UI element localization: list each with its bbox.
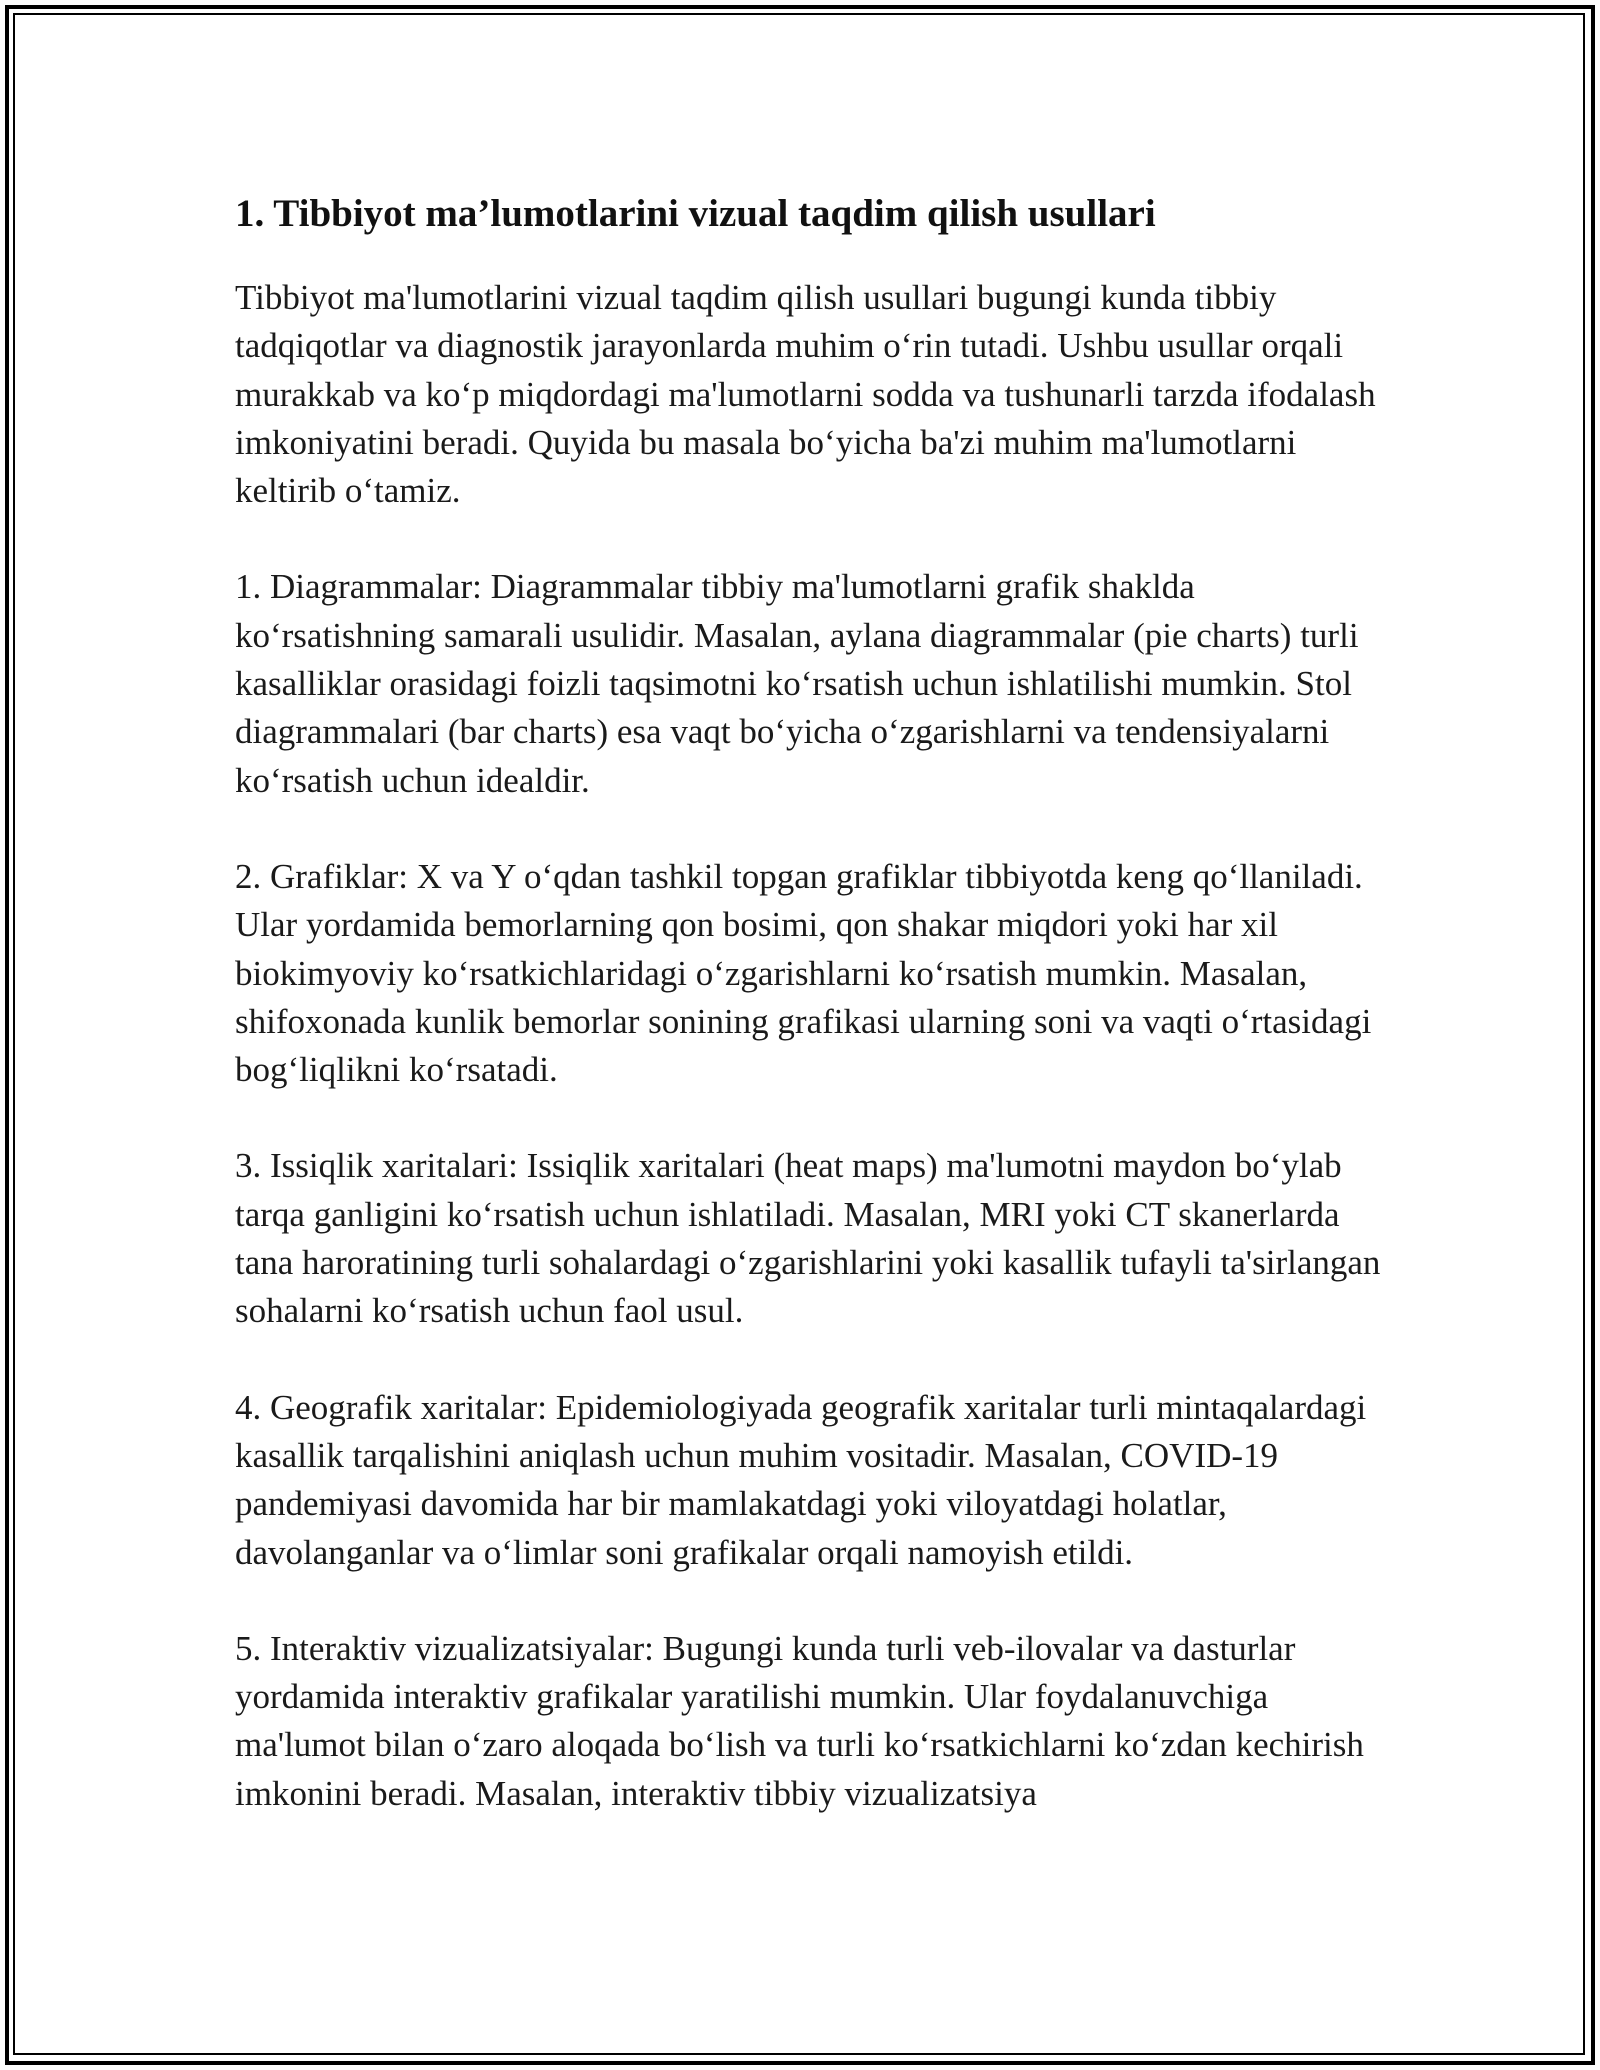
- paragraph-interaktiv-vizualizatsiyalar: 5. Interaktiv vizualizatsiyalar: Bugungi kunda turli veb-ilovalar va dasturlar yordamida interaktiv grafikalar yaratilishi mumkin. Ular foydalanuvchiga ma'lumot bilan o‘zaro aloqada bo‘lish va turli ko‘rsatkichlarni ko‘zdan kechirish imkonini beradi. Masalan, interaktiv tibbiy vizualizatsiya: [235, 1628, 1364, 1813]
- paragraph-geografik-xaritalar: 4. Geografik xaritalar: Epidemiologiyada geografik xaritalar turli mintaqalardagi kasallik tarqalishini aniqlash uchun muhim vositadir. Masalan, COVID-19 pandemiyasi davomida har bir mamlakatdagi yoki viloyatdagi holatlar, davolanganlar va o‘limlar soni grafikalar orqali namoyish etildi.: [235, 1387, 1367, 1572]
- paragraph-issiqlik-xaritalari: 3. Issiqlik xaritalari: Issiqlik xaritalari (heat maps) ma'lumotni maydon bo‘ylab tarqa ganligini ko‘rsatish uchun ishlatiladi. Masalan, MRI yoki CT skanerlarda tana haroratining turli sohalardagi o‘zgarishlarini yoki kasallik tufayli ta'sirlangan sohalarni ko‘rsatish uchun faol usul.: [235, 1146, 1381, 1331]
- document-title: 1. Tibbiyot ma’lumotlarini vizual taqdim qilish usullari: [235, 192, 1156, 235]
- intro-paragraph: Tibbiyot ma'lumotlarini vizual taqdim qilish usullari bugungi kunda tibbiy tadqiqotlar va diagnostik jarayonlarda muhim o‘rin tutadi. Ushbu usullar orqali murakkab va ko‘p miqdordagi ma'lumotlarni sodda va tushunarli tarzda ifodalash imkoniyatini beradi. Quyida bu masala bo‘yicha ba'zi muhim ma'lumotlarni keltirib o‘tamiz.: [235, 278, 1376, 511]
- paragraph-diagrammalar: 1. Diagrammalar: Diagrammalar tibbiy ma'lumotlarni grafik shaklda ko‘rsatishning samarali usulidir. Masalan, aylana diagrammalar (pie charts) turli kasalliklar orasidagi foizli taqsimotni ko‘rsatish uchun ishlatilishi mumkin. Stol diagrammalari (bar charts) esa vaqt bo‘yicha o‘zgarishlarni va tendensiyalarni ko‘rsatish uchun idealdir.: [235, 567, 1359, 800]
- document-body: [235, 186, 1385, 1818]
- paragraph-grafiklar: 2. Grafiklar: X va Y o‘qdan tashkil topgan grafiklar tibbiyotda keng qo‘llaniladi. Ular yordamida bemorlarning qon bosimi, qon shakar miqdori yoki har xil biokimyoviy ko‘rsatkichlaridagi o‘zgarishlarni ko‘rsatish mumkin. Masalan, shifoxonada kunlik bemorlar sonining grafikasi ularning soni va vaqti o‘rtasidagi bog‘liqlikni ko‘rsatadi.: [235, 856, 1372, 1090]
